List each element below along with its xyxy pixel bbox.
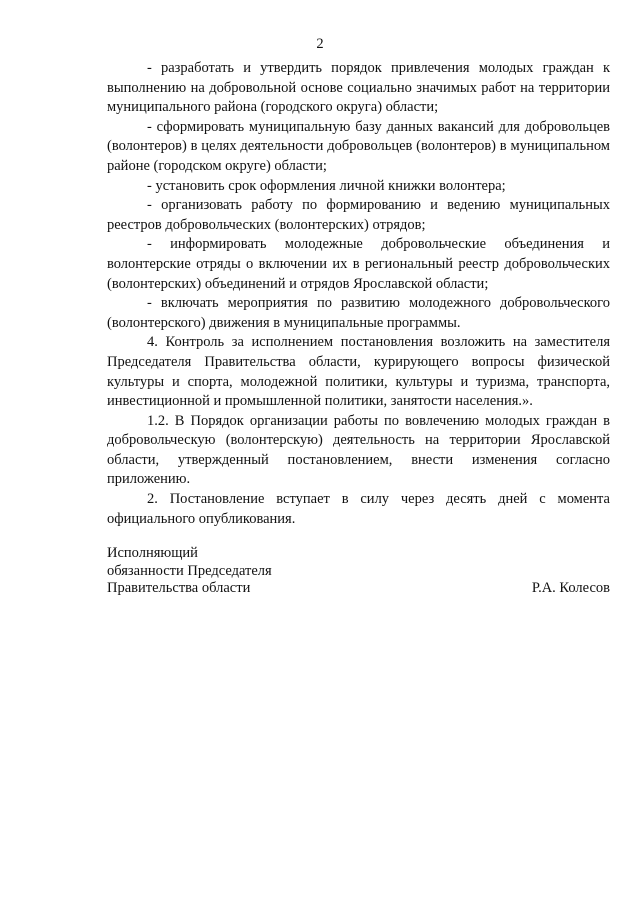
page-number: 2 bbox=[316, 36, 324, 52]
paragraph-inform-associations: - информировать молодежные добровольческие объединения и волонтерские отряды о включении их в региональный реестр добровольческих (волонтерских) объединений и отрядов Ярославской области; bbox=[107, 236, 610, 292]
signature-last-row bbox=[107, 580, 610, 598]
document-body bbox=[107, 59, 610, 529]
paragraph-procedure-amendments: 1.2. В Порядок организации работы по вовлечению молодых граждан в добровольческую (волонтерскую) деятельность на территории Ярославской области, утвержденный постановлением, внести изменения согласно приложению. bbox=[107, 412, 610, 488]
signature-title-line-2: обязанности Председателя bbox=[107, 562, 272, 579]
paragraph-include-activities: - включать мероприятия по развитию молодежного добровольческого (волонтерского) движения в муниципальные программы. bbox=[107, 295, 610, 331]
paragraph-vacancy-database: - сформировать муниципальную базу данных вакансий для добровольцев (волонтеров) в целях деятельности добровольцев (волонтеров) в муниципальном районе (городском округе) области; bbox=[107, 118, 610, 174]
signature-title-line-1: Исполняющий bbox=[107, 545, 198, 561]
signature-block bbox=[107, 545, 610, 598]
signatory-name: Р.А. Колесов bbox=[531, 580, 610, 596]
paragraph-municipal-registers: - организовать работу по формированию и ведению муниципальных реестров добровольческих (волонтерских) отрядов; bbox=[107, 197, 610, 233]
paragraph-develop-procedure: - разработать и утвердить порядок привлечения молодых граждан к выполнению на добровольной основе социально значимых работ на территории муниципального района (городского округа) области; bbox=[107, 60, 610, 116]
paragraph-volunteer-book-term: - установить срок оформления личной книжки волонтера; bbox=[147, 177, 506, 194]
paragraph-entry-into-force: 2. Постановление вступает в силу через десять дней с момента официального опубликования. bbox=[107, 491, 610, 527]
paragraph-control-clause: 4. Контроль за исполнением постановления возложить на заместителя Председателя Правительства области, курирующего вопросы физической культуры и спорта, молодежной политики, культуры и туризма, транспорта, инвестиционной и промышленной политики, занятости населения.». bbox=[107, 334, 610, 410]
signature-title-line-3: Правительства области bbox=[107, 580, 251, 596]
